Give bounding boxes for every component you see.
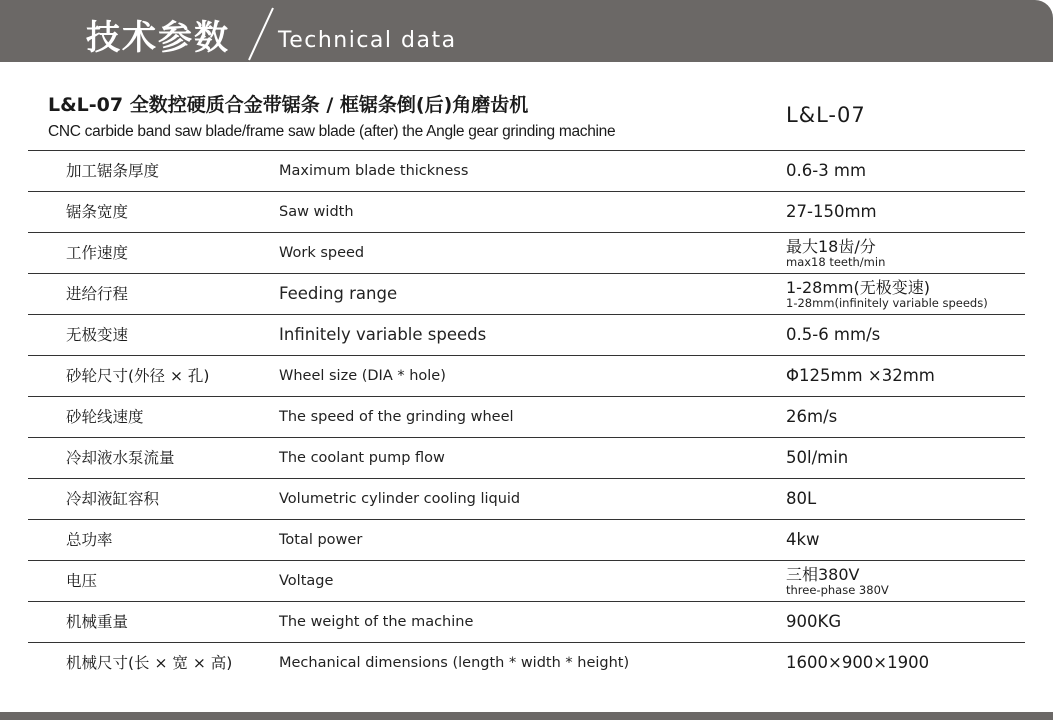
model-title-en: CNC carbide band saw blade/frame saw blade (after) the Angle gear grinding machine	[48, 123, 616, 140]
table-row	[28, 233, 1025, 274]
spec-label-en: Saw width	[279, 204, 354, 220]
spec-label-zh: 机械重量	[66, 613, 129, 631]
spec-label-zh: 工作速度	[66, 244, 129, 262]
spec-label-en: The coolant pump flow	[279, 450, 445, 466]
table-row	[28, 274, 1025, 315]
table-row	[28, 151, 1025, 192]
spec-value: 1600×900×1900	[786, 653, 930, 672]
spec-value: 50l/min	[786, 448, 849, 467]
spec-label-en: Feeding range	[279, 284, 398, 303]
spec-value-sub: max18 teeth/min	[786, 254, 886, 269]
spec-value-main: 1-28mm(无极变速)	[786, 277, 930, 297]
spec-label-en: The speed of the grinding wheel	[279, 409, 514, 425]
spec-value: 27-150mm	[786, 202, 877, 221]
table-row	[28, 438, 1025, 479]
table-row	[28, 356, 1025, 397]
spec-value-main: 最大18齿/分	[786, 236, 876, 256]
header-slash-divider	[240, 6, 280, 62]
spec-label-zh: 无极变速	[66, 326, 129, 344]
header-title-en: Technical data	[278, 28, 457, 53]
spec-label-zh: 冷却液水泵流量	[66, 449, 175, 467]
spec-label-zh: 总功率	[66, 531, 113, 549]
spec-value	[786, 561, 889, 601]
spec-label-en: Volumetric cylinder cooling liquid	[279, 491, 521, 507]
spec-label-en: Work speed	[279, 245, 365, 261]
spec-value-sub: three-phase 380V	[786, 582, 889, 597]
table-row	[28, 643, 1025, 683]
header-bar	[0, 0, 1053, 62]
spec-label-en: Mechanical dimensions (length * width * height)	[279, 655, 630, 671]
spec-label-zh: 加工锯条厚度	[66, 162, 160, 180]
spec-value-main: 三相380V	[786, 564, 860, 584]
table-row	[28, 561, 1025, 602]
spec-label-en: Maximum blade thickness	[279, 163, 469, 179]
spec-label-en: The weight of the machine	[279, 614, 474, 630]
spec-label-en: Wheel size (DIA * hole)	[279, 368, 446, 384]
spec-label-zh: 电压	[66, 572, 98, 590]
spec-value: 4kw	[786, 530, 820, 549]
spec-value: 0.5-6 mm/s	[786, 325, 881, 344]
spec-value	[786, 233, 885, 273]
footer-bar	[0, 712, 1053, 720]
table-row	[28, 520, 1025, 561]
spec-value: 80L	[786, 489, 817, 508]
spec-value	[786, 274, 988, 314]
table-row	[28, 315, 1025, 356]
spec-value: 900KG	[786, 612, 842, 631]
table-row	[28, 192, 1025, 233]
model-title-zh: L&L-07 全数控硬质合金带锯条 / 框锯条倒(后)角磨齿机	[48, 94, 529, 116]
spec-label-en: Total power	[279, 532, 363, 548]
spec-label-zh: 冷却液缸容积	[66, 490, 160, 508]
spec-value: Φ125mm ×32mm	[786, 366, 935, 385]
spec-table	[28, 150, 1025, 683]
spec-label-en: Infinitely variable speeds	[279, 325, 487, 344]
table-row	[28, 602, 1025, 643]
spec-value: 26m/s	[786, 407, 838, 426]
spec-label-zh: 进给行程	[66, 285, 129, 303]
spec-label-zh: 机械尺寸(长 × 宽 × 高)	[66, 654, 233, 672]
model-code: L&L-07	[786, 103, 866, 127]
model-heading	[48, 90, 615, 141]
spec-label-en: Voltage	[279, 573, 334, 589]
spec-label-zh: 锯条宽度	[66, 203, 129, 221]
table-row	[28, 397, 1025, 438]
header-title-zh: 技术参数	[86, 18, 230, 58]
spec-value-sub: 1-28mm(infinitely variable speeds)	[786, 295, 988, 310]
table-row	[28, 479, 1025, 520]
spec-label-zh: 砂轮尺寸(外径 × 孔)	[66, 367, 210, 385]
spec-label-zh: 砂轮线速度	[66, 408, 144, 426]
spec-value: 0.6-3 mm	[786, 161, 867, 180]
